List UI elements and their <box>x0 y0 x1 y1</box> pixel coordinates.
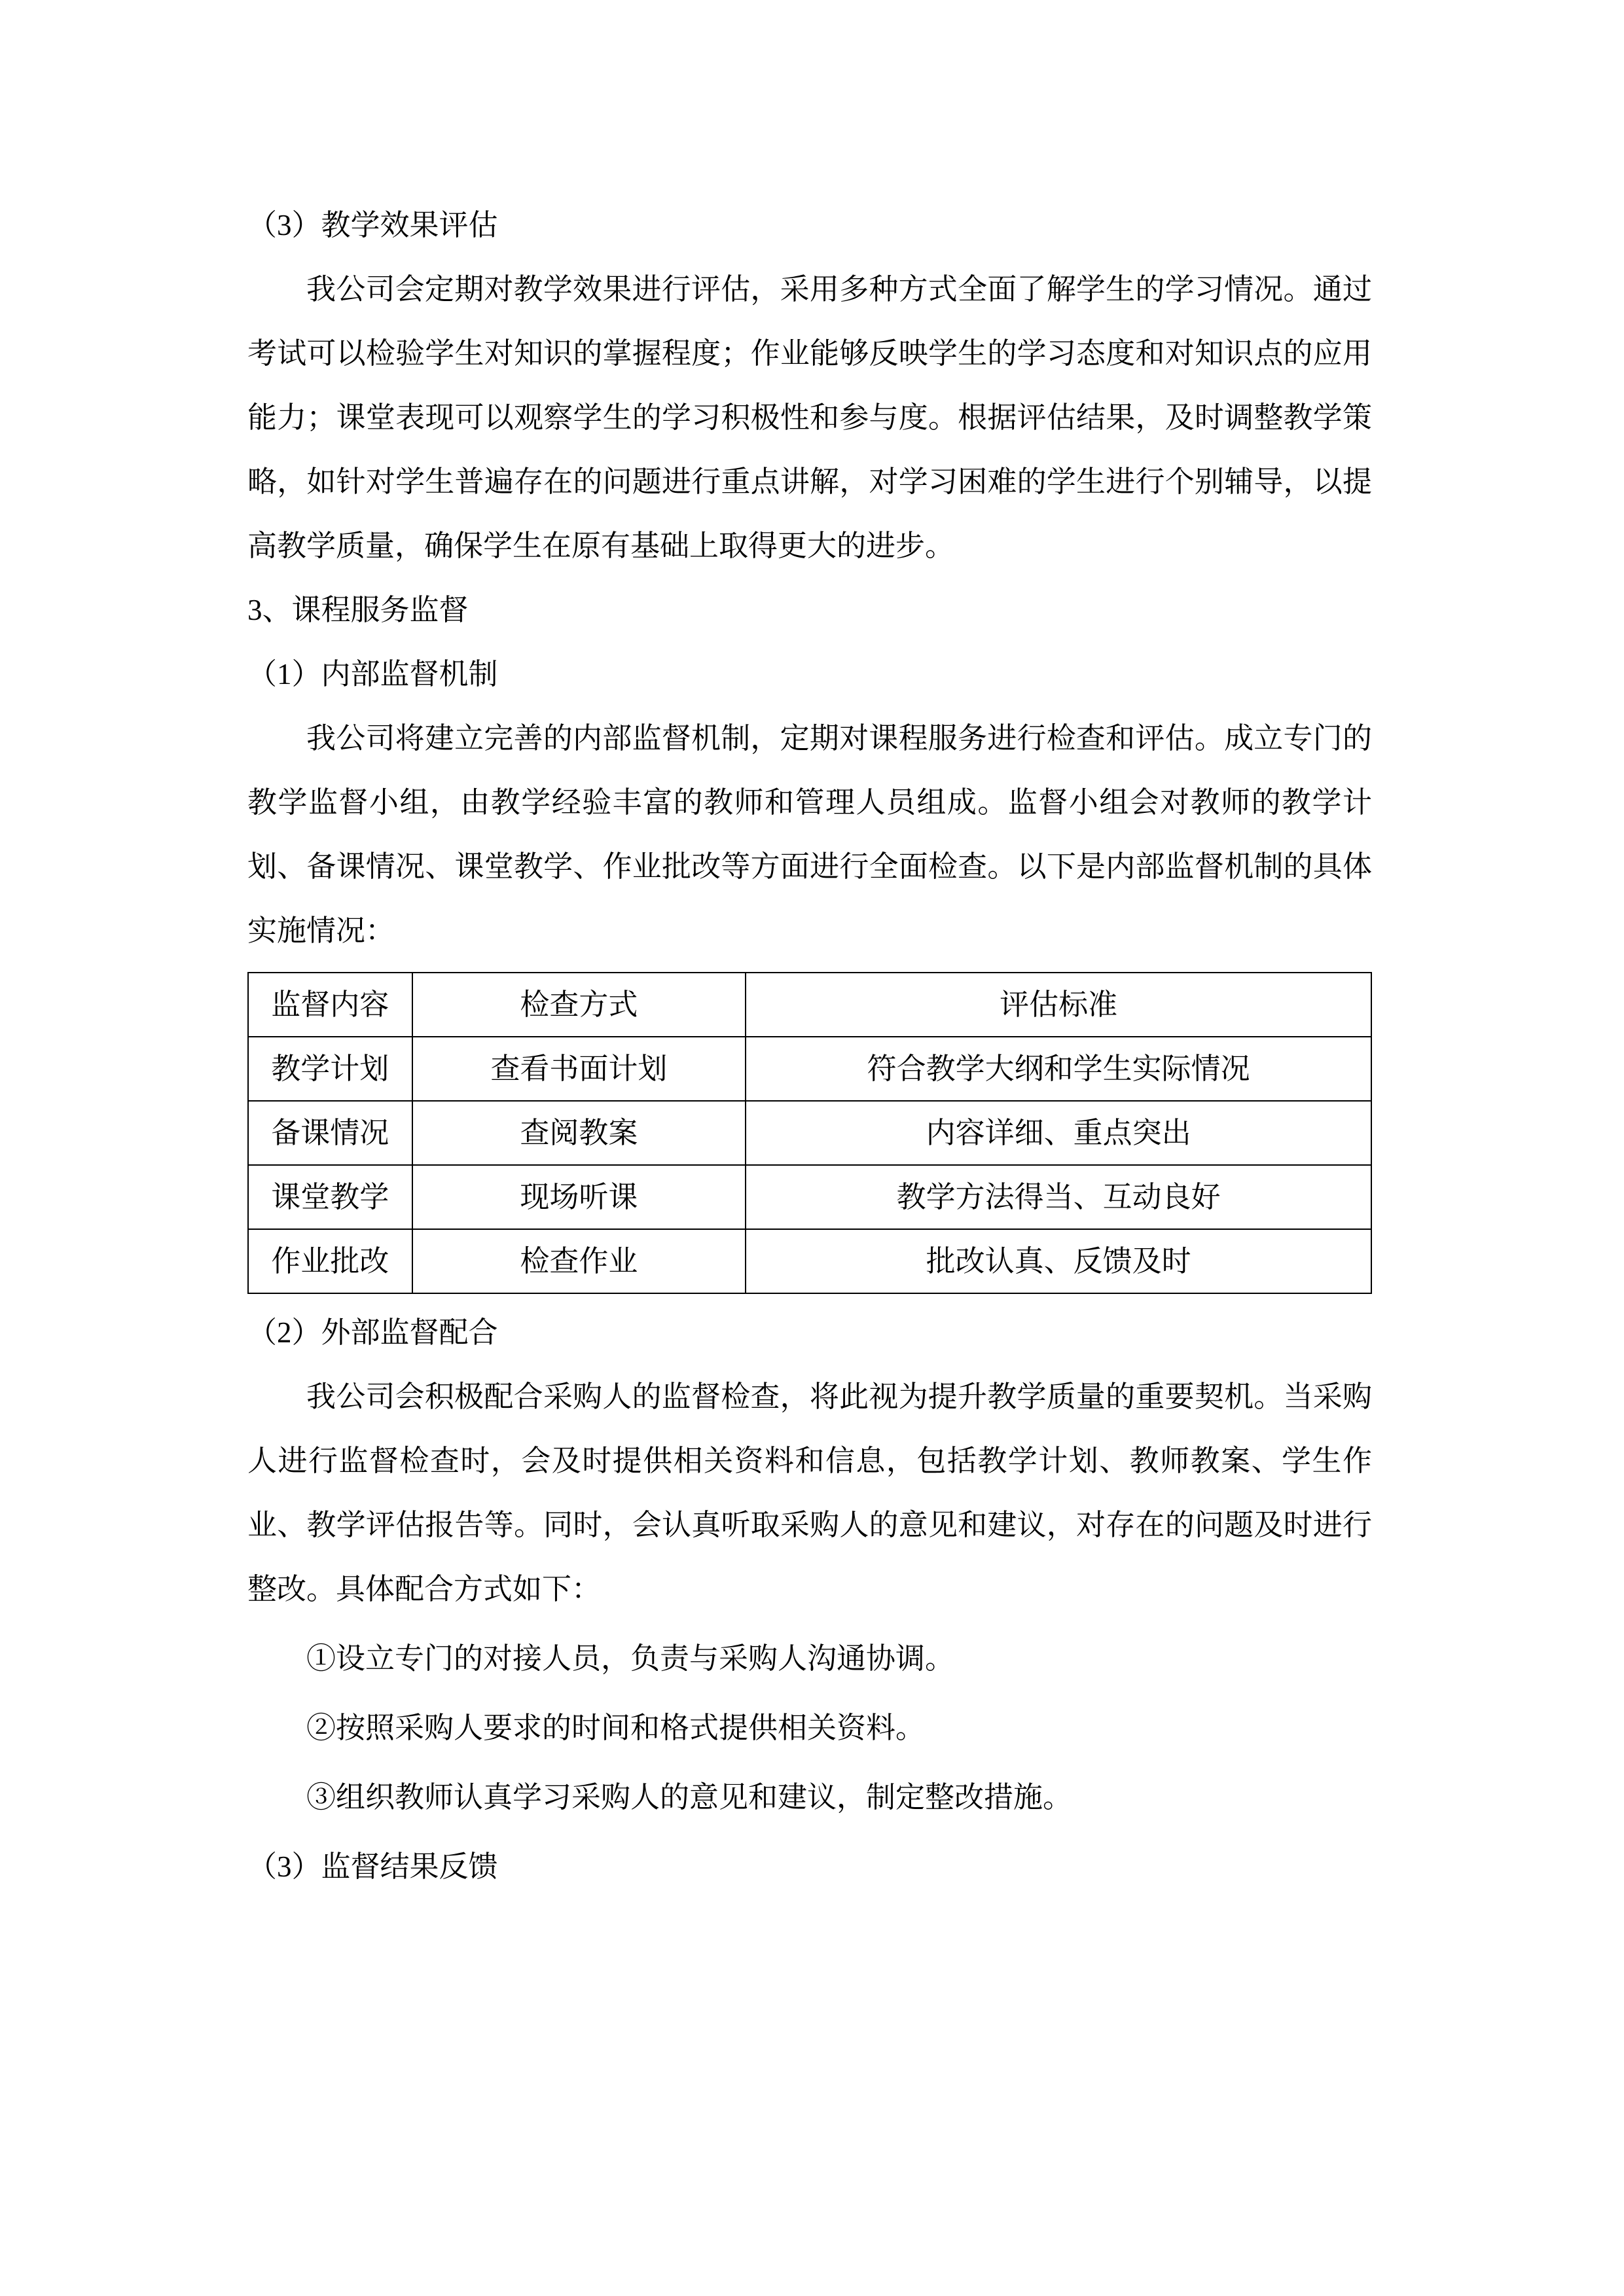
heading-external-supervision: （2）外部监督配合 <box>247 1316 498 1349</box>
table-header-cell: 评估标准 <box>746 973 1371 1037</box>
table-cell: 批改认真、反馈及时 <box>746 1229 1371 1293</box>
table-cell: 作业批改 <box>248 1229 412 1293</box>
list-item-2: ②按照采购人要求的时间和格式提供相关资料。 <box>306 1712 926 1744</box>
table-header-row <box>248 973 1371 1037</box>
heading-supervision-feedback: （3）监督结果反馈 <box>247 1850 498 1883</box>
list-item-3: ③组织教师认真学习采购人的意见和建议，制定整改措施。 <box>306 1781 1073 1814</box>
table-cell: 备课情况 <box>248 1101 412 1165</box>
table-cell: 查阅教案 <box>412 1101 746 1165</box>
table-cell: 课堂教学 <box>248 1165 412 1229</box>
table-header-cell: 检查方式 <box>412 973 746 1037</box>
table-cell: 符合教学大纲和学生实际情况 <box>746 1037 1371 1101</box>
table-row <box>248 1037 1371 1101</box>
heading-internal-supervision: （1）内部监督机制 <box>247 658 498 691</box>
table-header-cell: 监督内容 <box>248 973 412 1037</box>
paragraph-internal-supervision: 我公司将建立完善的内部监督机制，定期对课程服务进行检查和评估。成立专门的教学监督小组，由教学经验丰富的教师和管理人员组成。监督小组会对教师的教学计划、备课情况、课堂教学、作业批改等方面进行全面检查。以下是内部监督机制的具体实施情况： <box>247 722 1372 947</box>
table-row <box>248 1165 1371 1229</box>
table-row <box>248 1229 1371 1293</box>
list-item-1: ①设立专门的对接人员，负责与采购人沟通协调。 <box>306 1642 955 1675</box>
table-cell: 教学计划 <box>248 1037 412 1101</box>
heading-teaching-effect: （3）教学效果评估 <box>247 209 498 242</box>
table-cell: 教学方法得当、互动良好 <box>746 1165 1371 1229</box>
table-cell: 查看书面计划 <box>412 1037 746 1101</box>
heading-course-supervision: 3、课程服务监督 <box>247 594 469 626</box>
paragraph-external-supervision: 我公司会积极配合采购人的监督检查，将此视为提升教学质量的重要契机。当采购人进行监督检查时，会及时提供相关资料和信息，包括教学计划、教师教案、学生作业、教学评估报告等。同时，会认真听取采购人的意见和建议，对存在的问题及时进行整改。具体配合方式如下： <box>247 1380 1372 1605</box>
table-cell: 检查作业 <box>412 1229 746 1293</box>
table-row <box>248 1101 1371 1165</box>
table-cell: 内容详细、重点突出 <box>746 1101 1371 1165</box>
paragraph-teaching-effect: 我公司会定期对教学效果进行评估，采用多种方式全面了解学生的学习情况。通过考试可以检验学生对知识的掌握程度；作业能够反映学生的学习态度和对知识点的应用能力；课堂表现可以观察学生的学习积极性和参与度。根据评估结果，及时调整教学策略，如针对学生普遍存在的问题进行重点讲解，对学习困难的学生进行个别辅导，以提高教学质量，确保学生在原有基础上取得更大的进步。 <box>247 273 1372 562</box>
supervision-table <box>247 972 1372 1294</box>
table-cell: 现场听课 <box>412 1165 746 1229</box>
